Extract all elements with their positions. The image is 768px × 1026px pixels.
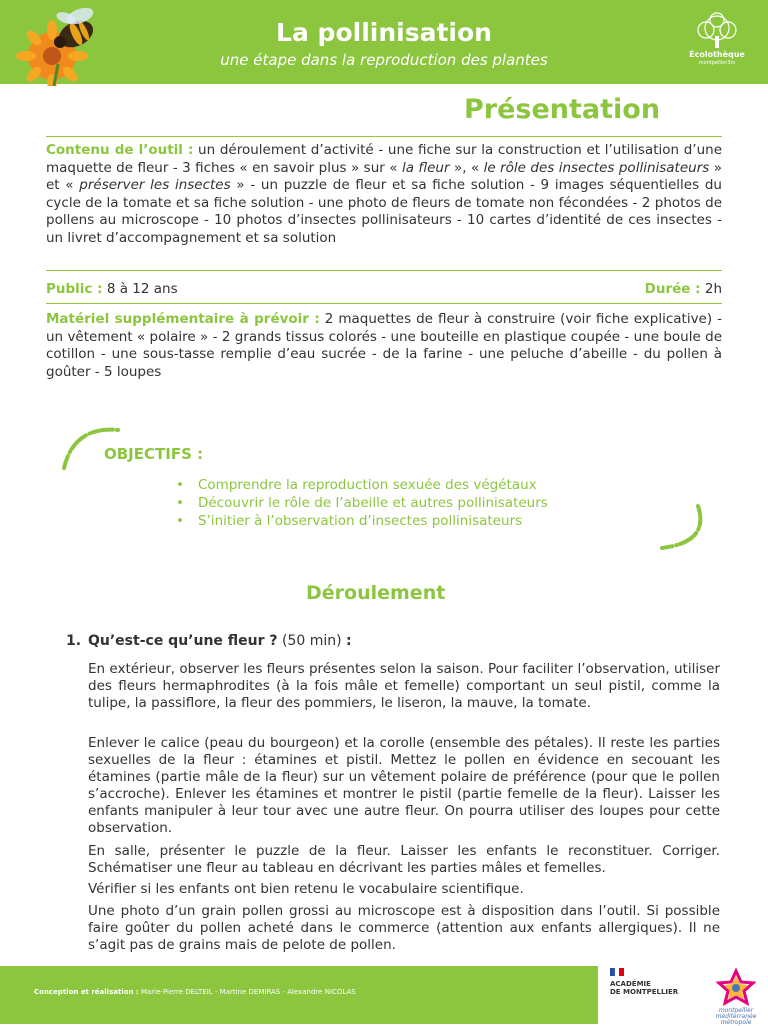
metropole-line: métropole [720,1019,752,1026]
partner-logos [598,966,768,1024]
header-banner [0,0,768,84]
logo-name: Écolothèque [689,50,745,59]
step-duration: (50 min) [277,633,347,649]
body-paragraph: Enlever le calice (peau du bourgeon) et la corolle (ensemble des pétales). Il reste les parties sexuelles de la fleur : étamines et pistil. Mettez le pollen en évidence en secouant les étamines (partie mâle de la fleur) sur un vêtement polaire de préférence (pour que le pollen s’accroche). Enlever les étamines et montrer le pistil (partie femelle de la fleur). Laisser les enfants manipuler à leur tour avec une autre fleur. On pourra utiliser des loupes pour cette observation. [88,735,720,836]
metropole-text [708,1008,764,1026]
logo-subname: montpellier3m [698,60,736,66]
step-number: 1. [66,633,82,649]
list-item: • Découvrir le rôle de l’abeille et autres pollinisateurs [176,494,548,512]
metropole-logo [708,966,764,1024]
objectifs-title: OBJECTIFS : [104,445,204,463]
metropole-star-icon [708,966,764,1008]
body-paragraph: En salle, présenter le puzzle de la fleur. Laisser les enfants le reconstituer. Corriger. Schématiser une fleur au tableau en décrivant les parties mâles et femelles. [88,843,720,876]
document-title: La pollinisation [276,18,492,47]
credits-names: Marie-Pierre DELTEIL - Martine DEMIRAS - Alexandre NICOLAS [138,988,356,996]
academie-line-2: DE MONTPELLIER [610,988,679,996]
duree-label: Durée : [644,281,701,297]
materiel-paragraph [46,311,722,381]
step-colon: : [346,633,352,649]
step-question: Qu’est-ce qu’une fleur ? [88,633,278,649]
tree-icon [686,12,748,52]
contenu-label: Contenu de l’outil : [46,142,194,158]
divider [46,270,722,271]
divider [46,303,722,304]
list-item: • S’initier à l’observation d’insectes pollinisateurs [176,512,548,530]
contenu-emphasis: préserver les insectes [79,177,231,193]
contenu-emphasis: le rôle des insectes pollinisateurs [483,159,710,176]
body-paragraph: Vérifier si les enfants ont bien retenu le vocabulaire scientifique. [88,881,524,897]
objectifs-list [176,476,548,530]
decorative-arc-bottom [650,500,720,556]
presentation-title: Présentation [464,94,661,125]
contenu-text: » - un puzzle de fleur et sa fiche solution - 9 images séquentielles du cycle de la tomate et sa fiche solution - une photo de fleurs de tomate non fécondées - 2 photos de pollens au microscope - 10 photos d’insectes pollinisateurs - 10 cartes d’identité de ces insectes - un livret d’accompagnement et sa solution [46,177,722,246]
public-label: Public : [46,281,103,297]
credits-line [34,988,356,996]
divider [46,136,722,137]
academie-line-1: ACADÉMIE [610,980,651,988]
materiel-text: 2 maquettes de fleur à construire (voir fiche explicative) - un vêtement « polaire » - 2 grands tissus colorés - une bouteille en plastique coupée - une boule de cotillon - une sous-tasse remplie d’eau sucrée - de la farine - une peluche d’abeille - du pollen à goûter - 5 loupes [46,311,722,380]
materiel-label: Matériel supplémentaire à prévoir : [46,311,320,327]
body-paragraph: Une photo d’un grain pollen grossi au microscope est à disposition dans l’outil. Si possible faire goûter du pollen acheté dans le commerce (attention aux enfants allergiques). Il ne s’agit pas de grains mais de pelote de pollen. [88,903,720,953]
metropole-line: méditerranée [715,1013,757,1020]
document-subtitle: une étape dans la reproduction des plantes [220,51,548,69]
public-value: 8 à 12 ans [102,281,178,297]
contenu-text: » et « [46,159,722,193]
academie-logo [610,980,678,996]
footer-banner [0,966,768,1024]
list-item: • Comprendre la reproduction sexuée des végétaux [176,476,548,494]
deroulement-title: Déroulement [306,582,446,604]
contenu-emphasis: la fleur [401,159,450,176]
ecolotheque-logo [686,12,748,72]
duree-value: 2h [700,281,722,297]
body-paragraph: En extérieur, observer les fleurs présentes selon la saison. Pour faciliter l’observation, utiliser des fleurs hermaphrodites (à la fois mâle et femelle) comportant un seul pistil, comme la tulipe, la passiflore, la fleur des pommiers, le liseron, la mauve, la tomate. [88,661,720,711]
contenu-paragraph [46,142,722,247]
contenu-text: un déroulement d’activité - une fiche sur la construction et l’utilisation d’une maquette de fleur - 3 fiches « en savoir plus » sur « [46,142,722,176]
step-heading [66,633,352,649]
french-flag-icon [610,968,624,976]
credits-label: Conception et réalisation : [34,988,139,996]
contenu-text: », « [449,159,484,176]
duree-line [46,281,722,299]
metropole-line: montpellier [718,1007,754,1014]
